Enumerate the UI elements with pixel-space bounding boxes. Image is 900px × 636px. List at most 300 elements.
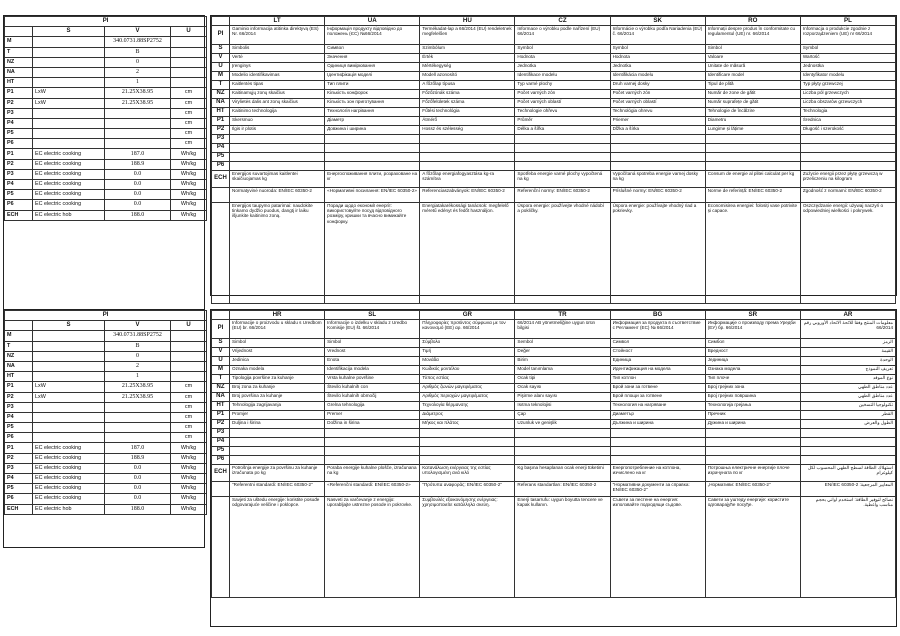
lang-cell: Вредност [705, 348, 800, 357]
lang-key [212, 482, 230, 497]
lang-row [212, 117, 896, 126]
lang-key: M [212, 366, 230, 375]
mini-table-top [4, 16, 207, 221]
lang-cell: Enota [325, 357, 420, 366]
mini-value [105, 129, 171, 139]
mini-unit [171, 57, 207, 67]
mini-row [5, 118, 207, 128]
lang-cell [420, 153, 515, 162]
lang-cell: Simbolis [230, 45, 325, 54]
lang-cell: Јединица [705, 357, 800, 366]
lang-cell: استهلاك الطاقة لسطح الطهي المحسوب لكل كيلوغرام [800, 465, 895, 482]
mini-value: 340.0731.88SP2752 [105, 331, 171, 341]
lang-key: P1 [212, 411, 230, 420]
lang-cell [515, 438, 610, 447]
mini-value: 188.9 [105, 159, 171, 169]
lang-cell [420, 447, 515, 456]
mini-row [5, 57, 207, 67]
mini-symbol: EC electric cooking [33, 453, 105, 463]
lang-key: U [212, 357, 230, 366]
lang-cell: Κατανάλωση ενέργειας της εστίας υπολογισμένη ανά κιλό [420, 465, 515, 482]
lang-cell: Simbol [705, 45, 800, 54]
lang-cell: Informácie o výrobku podľa Nariadenia (EÚ) č. 66/2014 [610, 26, 705, 45]
mini-symbol: EC electric cooking [33, 474, 105, 484]
lang-header-blank [212, 311, 230, 320]
lang-row [212, 429, 896, 438]
mini-symbol: EC electric cooking [33, 494, 105, 504]
mini-symbol [33, 139, 105, 149]
mini-unit: Wh/kg [171, 504, 207, 514]
lang-cell [800, 447, 895, 456]
lang-cell: Norme de referință: EN/IEC 60350-2 [705, 188, 800, 203]
lang-key: P2 [212, 420, 230, 429]
lang-key: S [212, 339, 230, 348]
lang-cell: Vypočítaná spotreba energie varnej dosky na kg [610, 171, 705, 188]
mini-unit: Wh/kg [171, 200, 207, 210]
mini-row [5, 67, 207, 77]
lang-cell: Technologia [800, 108, 895, 117]
lang-cell: Długość i szerokość [800, 126, 895, 135]
lang-cell [705, 153, 800, 162]
mini-unit: cm [171, 98, 207, 108]
lang-cell [800, 144, 895, 153]
mini-unit [171, 351, 207, 361]
lang-cell [800, 429, 895, 438]
lang-cell [705, 135, 800, 144]
lang-cell [230, 144, 325, 153]
mini-unit: cm [171, 402, 207, 412]
mini-value: 187.0 [105, 149, 171, 159]
lang-row [212, 99, 896, 108]
lang-cell [325, 429, 420, 438]
mini-unit [171, 78, 207, 88]
mini-value: 0.0 [105, 463, 171, 473]
lang-cell [800, 135, 895, 144]
mini-value [105, 423, 171, 433]
mini-key: NA [5, 361, 33, 371]
mini-header-cell: V [105, 321, 171, 331]
mini-panel-top [3, 15, 205, 322]
lang-cell: Mértékegység [420, 63, 515, 72]
mini-row [5, 392, 207, 402]
lang-cell: Број грејних зона [705, 384, 800, 393]
mini-unit: Wh/kg [171, 180, 207, 190]
lang-cell: Technologie ohřevu [515, 108, 610, 117]
lang-cell: Premer [325, 411, 420, 420]
lang-cell: Economisirea energiei: folosiți vase potrivite și capace. [705, 203, 800, 304]
mini-row [5, 88, 207, 98]
mini-value: 0.0 [105, 484, 171, 494]
mini-panel-bottom [3, 309, 205, 548]
lang-cell: Ilgis ir plotis [230, 126, 325, 135]
lang-cell: Energijos taupymo patarimai: naudokite tinkamo dydžio puodus, dangtį ir laiku išjunkite kaitinimo zoną. [230, 203, 325, 304]
lang-cell: Érték [420, 54, 515, 63]
lang-row [212, 465, 896, 482]
lang-header-cell: TR [515, 311, 610, 320]
mini-symbol: LxW [33, 382, 105, 392]
mini-key: T [5, 47, 33, 57]
lang-cell: Wartość [800, 54, 895, 63]
lang-cell: Spotřeba energie varné plochy vypočtená na kg [515, 171, 610, 188]
lang-cell: Referans standartları: EN/IEC 60350-2 [515, 482, 610, 497]
mini-row [5, 98, 207, 108]
lang-cell: Informacja o produkcie zgodnie z rozporządzeniem (UE) nr 66/2014 [800, 26, 895, 45]
lang-cell: Кількість зон приготування [325, 99, 420, 108]
lang-cell: Симбол [705, 339, 800, 348]
lang-cell: نصائح لتوفير الطاقة: استخدم أواني بحجم مناسب وأغطية. [800, 497, 895, 598]
lang-cell: Grelna tehnologija [325, 402, 420, 411]
mini-title-row [5, 311, 207, 321]
lang-cell: Identifikacija modela [325, 366, 420, 375]
mini-symbol: EC electric cooking [33, 159, 105, 169]
lang-cell: الطول والعرض [800, 420, 895, 429]
lang-cell [515, 135, 610, 144]
lang-cell: 66/2014 AB yönetmeliğine uygun ürün bilgisi [515, 320, 610, 339]
mini-unit: Wh/kg [171, 494, 207, 504]
lang-cell: Modell azonosító [420, 72, 515, 81]
mini-symbol: EC electric hob [33, 210, 105, 220]
lang-row [212, 320, 896, 339]
lang-cell [325, 135, 420, 144]
lang-cell: Jednotka [515, 63, 610, 72]
lang-key: ECH [212, 465, 230, 482]
mini-value: 0.0 [105, 190, 171, 200]
mini-value [105, 118, 171, 128]
lang-cell [610, 153, 705, 162]
mini-key: HT [5, 78, 33, 88]
lang-cell: Jednostka [800, 63, 895, 72]
lang-header-cell: HU [420, 17, 515, 26]
lang-key: S [212, 45, 230, 54]
lang-cell: Enerji tasarrufu: uygun boyutta tencere ve kapak kullanın. [515, 497, 610, 598]
mini-row [5, 108, 207, 118]
lang-cell [610, 456, 705, 465]
lang-key: NZ [212, 384, 230, 393]
mini-value [105, 412, 171, 422]
lang-cell: Поради щодо економії енергії: використовуйте посуд відповідного розміру, кришки та вчасно вимикайте конфорку. [325, 203, 420, 304]
mini-unit [171, 67, 207, 77]
mini-unit: Wh/kg [171, 159, 207, 169]
lang-cell: Dĺžka a šírka [610, 126, 705, 135]
mini-row [5, 474, 207, 484]
lang-cell: Vrednost [325, 348, 420, 357]
lang-key: P6 [212, 162, 230, 171]
lang-cell [230, 153, 325, 162]
lang-cell [800, 438, 895, 447]
lang-cell: Identifikácia modelu [610, 72, 705, 81]
lang-cell: Potrošnja energije za površinu za kuhanje izračunata po kg [230, 465, 325, 482]
lang-cell: Съвети за пестене на енергия: използвайте подходящи съдове. [610, 497, 705, 598]
lang-key: PI [212, 26, 230, 45]
mini-value: 1 [105, 78, 171, 88]
lang-cell [420, 162, 515, 171]
mini-value [105, 108, 171, 118]
lang-cell: Identificare model [705, 72, 800, 81]
lang-cell: تكنولوجيا التسخين [800, 402, 895, 411]
lang-cell: تعريف النموذج [800, 366, 895, 375]
lang-row [212, 135, 896, 144]
lang-row [212, 393, 896, 402]
mini-symbol: EC electric cooking [33, 169, 105, 179]
lang-key [212, 203, 230, 304]
lang-cell: Model tanımlama [515, 366, 610, 375]
mini-symbol: EC electric hob [33, 504, 105, 514]
lang-row [212, 90, 896, 99]
lang-cell: Ocak tipi [515, 375, 610, 384]
lang-cell: Priemer [610, 117, 705, 126]
mini-key: M [5, 37, 33, 47]
mini-symbol [33, 372, 105, 382]
lang-header-row [212, 311, 896, 320]
lang-cell: Тип плити [325, 81, 420, 90]
lang-cell: Zużycie energii przez płytę grzewczą w przeliczeniu na kilogram [800, 171, 895, 188]
lang-cell [610, 447, 705, 456]
lang-cell: Uzunluk ve genişlik [515, 420, 610, 429]
mini-unit: Wh/kg [171, 463, 207, 473]
mini-key: P3 [5, 108, 33, 118]
lang-row [212, 402, 896, 411]
mini-row [5, 351, 207, 361]
lang-cell: Информация за продукта в съответствие с Регламент (ЕС) № 66/2014 [610, 320, 705, 339]
lang-cell: Energiatakarékossági tanácsok: megfelelő méretű edényt és fedőt használjon. [420, 203, 515, 304]
mini-value: 0.0 [105, 180, 171, 190]
lang-cell: Fűtési technológia [420, 108, 515, 117]
lang-cell [325, 144, 420, 153]
lang-row [212, 144, 896, 153]
lang-cell: Identyfikator modelu [800, 72, 895, 81]
mini-symbol: EC electric cooking [33, 149, 105, 159]
mini-unit: cm [171, 139, 207, 149]
lang-cell [705, 429, 800, 438]
lang-cell: Liczba pól grzewczych [800, 90, 895, 99]
lang-cell: Consum de energie al plitei calculat per kg [705, 171, 800, 188]
mini-key: P6 [5, 200, 33, 210]
lang-cell: Referenciaszabványok: EN/IEC 60350-2 [420, 188, 515, 203]
lang-panel-bottom [210, 309, 897, 627]
lang-cell [515, 456, 610, 465]
mini-unit [171, 341, 207, 351]
lang-cell: Символ [325, 45, 420, 54]
lang-cell [610, 144, 705, 153]
mini-value: 340.0731.88SP2752 [105, 37, 171, 47]
lang-cell [325, 153, 420, 162]
lang-row [212, 348, 896, 357]
lang-key: NA [212, 99, 230, 108]
lang-cell [420, 456, 515, 465]
mini-value: 21.25X38.95 [105, 98, 171, 108]
lang-table-bottom [211, 310, 896, 598]
mini-value: 0.0 [105, 200, 171, 210]
mini-value: B [105, 341, 171, 351]
mini-title-row [5, 17, 207, 27]
lang-cell: Број грејних површина [705, 393, 800, 402]
lang-cell: Kaitlentės tipas [230, 81, 325, 90]
lang-cell: Hodnota [515, 54, 610, 63]
lang-cell: Átmérő [420, 117, 515, 126]
lang-key: V [212, 348, 230, 357]
lang-cell [515, 144, 610, 153]
lang-cell: Savjeti za uštedu energije: koristite posuđe odgovarajuće veličine i poklopce. [230, 497, 325, 598]
lang-row [212, 384, 896, 393]
lang-cell: Szimbólum [420, 45, 515, 54]
mini-row [5, 484, 207, 494]
lang-cell: «Referenčni standardi: EN/IEC 60350-2» [325, 482, 420, 497]
lang-cell: Průměr [515, 117, 610, 126]
mini-value: 2 [105, 361, 171, 371]
mini-symbol [33, 57, 105, 67]
lang-cell: عدد مناطق الطهي [800, 393, 895, 402]
lang-header-cell: SR [705, 311, 800, 320]
lang-cell: Średnica [800, 117, 895, 126]
lang-cell: Технология на нагряване [610, 402, 705, 411]
lang-cell: Simbol [325, 339, 420, 348]
mini-row [5, 494, 207, 504]
mini-unit: Wh/kg [171, 149, 207, 159]
lang-cell: المعايير المرجعية: EN/IEC 60350-2 [800, 482, 895, 497]
lang-cell: Αριθμός περιοχών μαγειρέματος [420, 393, 515, 402]
mini-key: P3 [5, 169, 33, 179]
mini-symbol [33, 412, 105, 422]
mini-row [5, 341, 207, 351]
lang-cell: Значення [325, 54, 420, 63]
lang-cell: Počet varných zón [515, 90, 610, 99]
mini-value [105, 433, 171, 443]
mini-key: T [5, 341, 33, 351]
lang-cell: Unitate de măsură [705, 63, 800, 72]
mini-unit: cm [171, 129, 207, 139]
lang-header-cell: PL [800, 17, 895, 26]
lang-cell: Μήκος και πλάτος [420, 420, 515, 429]
lang-row [212, 447, 896, 456]
lang-cell: Tehnologija zagrijavanja [230, 402, 325, 411]
lang-row [212, 26, 896, 45]
lang-cell: Typ płyty grzewczej [800, 81, 895, 90]
lang-cell: Τεχνολογία θέρμανσης [420, 402, 515, 411]
mini-value: 188.9 [105, 453, 171, 463]
mini-row [5, 331, 207, 341]
lang-key: P4 [212, 438, 230, 447]
lang-cell: Število kuhalnih con [325, 384, 420, 393]
mini-key: NZ [5, 351, 33, 361]
lang-key: U [212, 63, 230, 72]
mini-unit: cm [171, 108, 207, 118]
lang-cell: Virylietės dalis ant zonų skaičius [230, 99, 325, 108]
lang-cell [515, 162, 610, 171]
mini-unit: Wh/kg [171, 169, 207, 179]
lang-cell: Ідентифікація моделі [325, 72, 420, 81]
lang-cell [420, 429, 515, 438]
mini-header-blank [5, 321, 33, 331]
mini-unit [171, 361, 207, 371]
mini-value: 0 [105, 57, 171, 67]
lang-cell [420, 135, 515, 144]
lang-cell: معلومات المنتج وفقا للائحة الاتحاد الأوروبي رقم 66/2014 [800, 320, 895, 339]
lang-row [212, 108, 896, 117]
mini-key: P5 [5, 129, 33, 139]
lang-cell: Sembol [515, 339, 610, 348]
lang-row [212, 482, 896, 497]
lang-key: T [212, 375, 230, 384]
lang-cell [610, 135, 705, 144]
lang-cell: A főzőlap típusa [420, 81, 515, 90]
mini-symbol [33, 402, 105, 412]
mini-header-cell: S [33, 27, 105, 37]
mini-row [5, 190, 207, 200]
mini-key: ECH [5, 504, 33, 514]
lang-cell: Μονάδα [420, 357, 515, 366]
mini-key: P6 [5, 433, 33, 443]
mini-symbol [33, 351, 105, 361]
lang-header-cell: UA [325, 17, 420, 26]
mini-key: P1 [5, 382, 33, 392]
mini-row [5, 210, 207, 220]
mini-unit: cm [171, 88, 207, 98]
mini-key: P2 [5, 392, 33, 402]
mini-symbol: EC electric cooking [33, 463, 105, 473]
mini-row [5, 453, 207, 463]
lang-cell: Isıtma teknolojisi [515, 402, 610, 411]
lang-cell: Hossz és szélesség [420, 126, 515, 135]
lang-header-cell: RO [705, 17, 800, 26]
lang-cell: Çap [515, 411, 610, 420]
lang-cell: Lungime și lățime [705, 126, 800, 135]
lang-row [212, 357, 896, 366]
lang-cell: Skersmuo [230, 117, 325, 126]
lang-cell [705, 162, 800, 171]
lang-cell: Дужина и ширина [705, 420, 800, 429]
mini-row [5, 78, 207, 88]
mini-header-row [5, 321, 207, 331]
lang-cell: Идентификация на модела [610, 366, 705, 375]
mini-value: 0.0 [105, 494, 171, 504]
lang-row [212, 153, 896, 162]
mini-symbol [33, 37, 105, 47]
mini-key: P1 [5, 88, 33, 98]
lang-header-cell: GR [420, 311, 515, 320]
mini-header-cell: U [171, 321, 207, 331]
mini-row [5, 200, 207, 210]
lang-cell: Пречник [705, 411, 800, 420]
lang-cell: Liczba obszarów grzewczych [800, 99, 895, 108]
lang-header-row [212, 17, 896, 26]
lang-cell [515, 429, 610, 438]
lang-cell: Oszczędzanie energii: używaj naczyń o odpowiedniej wielkości i pokrywek. [800, 203, 895, 304]
mini-row [5, 402, 207, 412]
mini-unit: cm [171, 412, 207, 422]
mini-unit: cm [171, 392, 207, 402]
lang-cell: Jedinica [230, 357, 325, 366]
lang-cell: Druh varnej dosky [610, 81, 705, 90]
lang-cell: Інформація продукту відповідно до положень (ЄС) №66/2014 [325, 26, 420, 45]
mini-header-cell: U [171, 27, 207, 37]
lang-key: HT [212, 402, 230, 411]
lang-cell: Promjer [230, 411, 325, 420]
lang-cell: Informacije o izdelku v skladu z Uredbo Komisije (EU) št. 66/2014 [325, 320, 420, 339]
lang-cell: Număr de zone de gătit [705, 90, 800, 99]
lang-cell: Kaitinimo technologija [230, 108, 325, 117]
lang-cell: Pişirme alanı sayısı [515, 393, 610, 402]
lang-key: PI [212, 320, 230, 339]
lang-cell: Birim [515, 357, 610, 366]
lang-cell: Simbol [230, 339, 325, 348]
lang-cell: Informații despre produs în conformitate cu regulamentul (UE) nr. 66/2014 [705, 26, 800, 45]
mini-value: 188.0 [105, 504, 171, 514]
lang-cell: Σύμβολο [420, 339, 515, 348]
mini-table-bottom [4, 310, 207, 515]
lang-cell: „Нормативи: EN/IEC 60350-2" [705, 482, 800, 497]
mini-key: P6 [5, 139, 33, 149]
lang-cell: Tipologija površine za kuhanje [230, 375, 325, 384]
